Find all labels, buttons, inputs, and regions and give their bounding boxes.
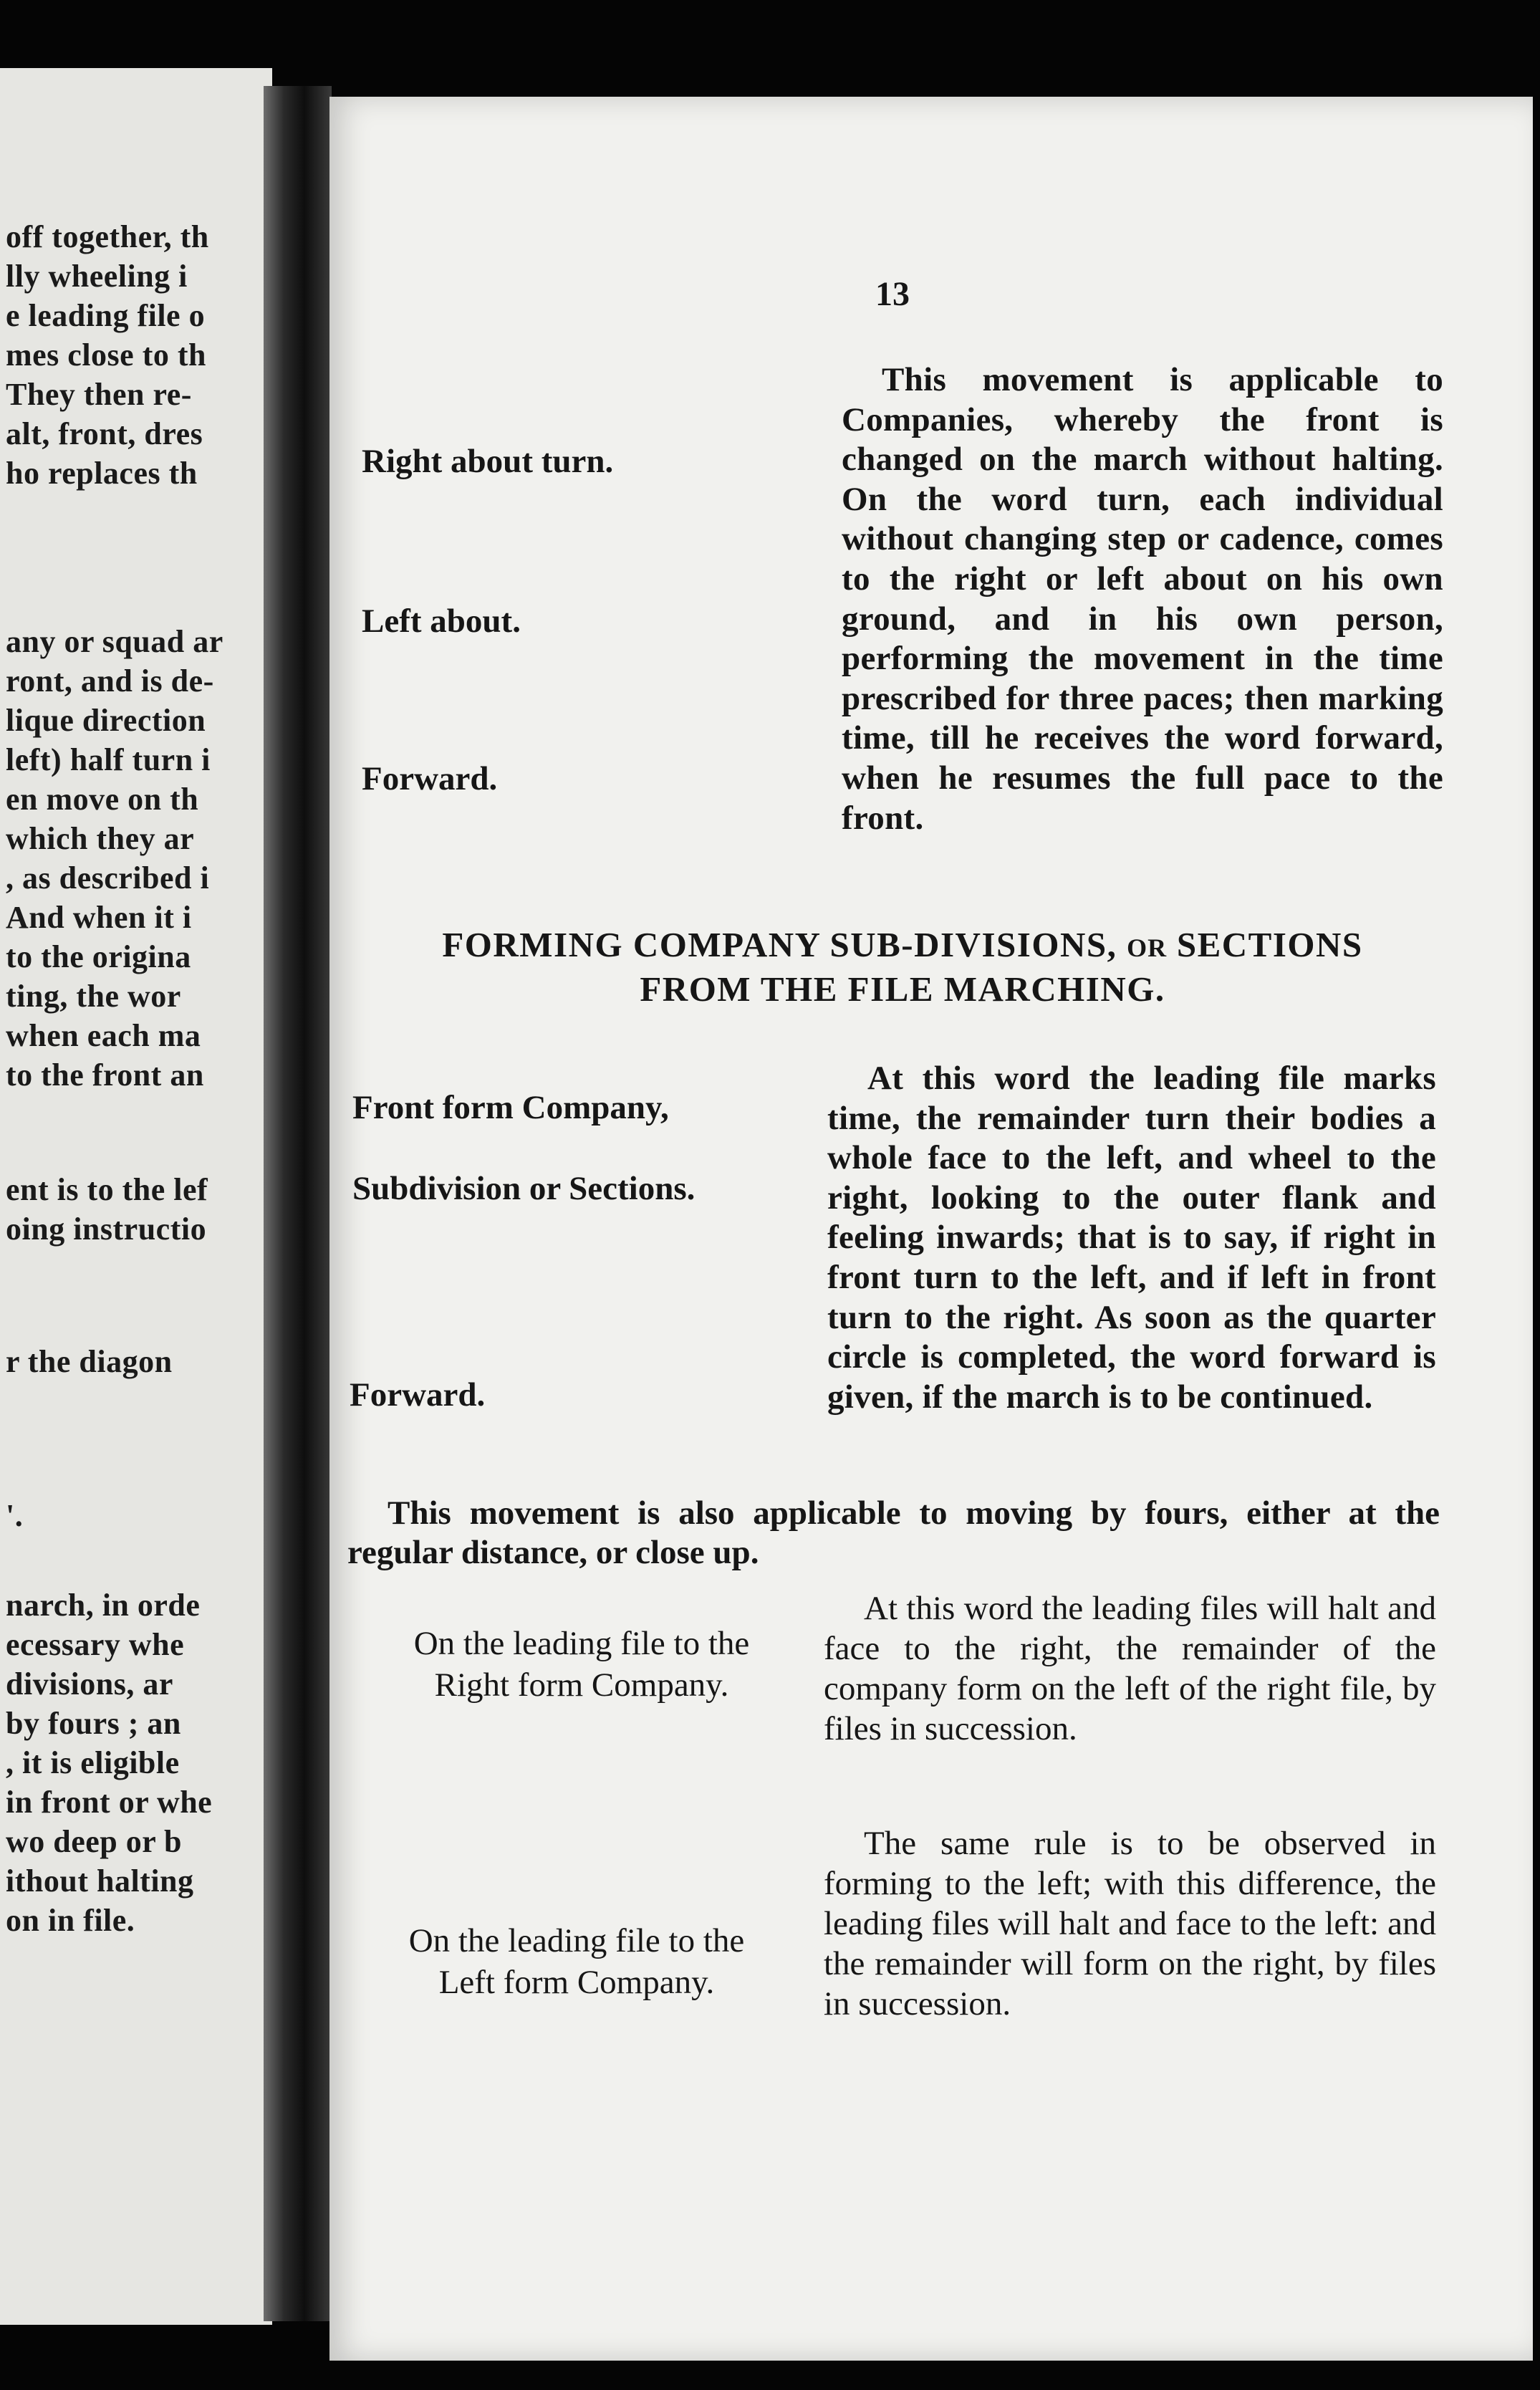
section-heading <box>355 924 1450 1010</box>
left-page-text-line: divisions, ar <box>6 1666 173 1702</box>
left-page-text-line: ithout halting <box>6 1863 194 1899</box>
left-page-text-line: , as described i <box>6 860 210 896</box>
left-page-text-line: to the origina <box>6 939 191 974</box>
heading-line-1: FORMING COMPANY SUB-DIVISIONS, OR SECTIONS <box>442 925 1363 964</box>
left-page-text-line: e leading file o <box>6 298 206 333</box>
left-page-text-line: wo deep or b <box>6 1824 182 1859</box>
left-page-text-line: which they ar <box>6 821 195 856</box>
left-page-text-line: ront, and is de- <box>6 663 214 699</box>
left-page-text-line: They then re- <box>6 377 192 412</box>
left-page-text-line: en move on th <box>6 782 199 817</box>
command-left-about: Left about. <box>362 603 521 640</box>
command-front-form-company: Front form Company, <box>352 1089 669 1126</box>
left-page-text-line: , it is eligible <box>6 1745 180 1780</box>
section2-text: At this word the leading file marks time, the remainder turn their bodies a whole face to the left, and wheel to the right, looking to the outer flank and feeling inwards; that is to say, if right in front turn to the left, and if left in front turn to the right. As soon as the quarter circle is completed, the word forward is given, if the march is to be continued. <box>827 1060 1436 1416</box>
left-page-text-line: lly wheeling i <box>6 259 188 294</box>
right-page <box>329 97 1533 2361</box>
heading-line-2: FROM THE FILE MARCHING. <box>640 969 1165 1009</box>
left-page-text-line: in front or whe <box>6 1785 213 1820</box>
left-page-text-line: left) half turn i <box>6 742 211 777</box>
left-page-text-line: mes close to th <box>6 337 206 373</box>
section3-text: At this word the leading files will halt and face to the right, the remainder of the company form on the left of the right file, by files in succession. <box>824 1590 1436 1747</box>
left-page-text-line: ho replaces th <box>6 456 198 491</box>
command-forward-2: Forward. <box>350 1376 486 1414</box>
left-page-text-line: lique direction <box>6 703 206 738</box>
left-page-text-line: ent is to the lef <box>6 1172 208 1207</box>
section4-text: The same rule is to be observed in forming to the left; with this difference, the leading files will halt and face to the left: and the remainder will form on the right, by files in succession. <box>824 1825 1436 2022</box>
page-number: 13 <box>875 275 910 313</box>
command-left-form-company: On the leading file to the Left form Company. <box>408 1922 745 2001</box>
left-page-text-line: when each ma <box>6 1018 201 1053</box>
left-page-fragment <box>0 68 272 2325</box>
command-right-form-company: On the leading file to the Right form Company. <box>413 1625 750 1704</box>
command-forward-1: Forward. <box>362 760 498 797</box>
left-page-text-line: to the front an <box>6 1057 204 1093</box>
command-subdivision-or-sections: Subdivision or Sections. <box>352 1170 696 1207</box>
left-page-text-line: '. <box>6 1498 24 1533</box>
left-page-text-line: r the diagon <box>6 1344 173 1379</box>
left-page-text-line: off together, th <box>6 219 209 254</box>
left-page-text-line: any or squad ar <box>6 624 223 659</box>
left-page-text-line: And when it i <box>6 900 192 935</box>
full-width-paragraph: This movement is also applicable to moving by fours, either at the regular distance, or close up. <box>347 1494 1440 1571</box>
left-page-text-line: ecessary whe <box>6 1627 185 1662</box>
left-page-text-line: on in file. <box>6 1903 135 1938</box>
left-page-text-line: ting, the wor <box>6 979 181 1014</box>
left-page-text-line: by fours ; an <box>6 1706 181 1741</box>
left-page-text-line: narch, in orde <box>6 1588 201 1623</box>
command-right-about-turn: Right about turn. <box>362 443 614 480</box>
left-page-text-line: alt, front, dres <box>6 416 203 451</box>
book-gutter <box>264 86 332 2321</box>
left-page-text-line: oing instructio <box>6 1211 207 1247</box>
section1-text: This movement is applicable to Companies, whereby the front is changed on the march without halting. On the word turn, each individual without changing step or cadence, comes to the right or left about on his own ground, and in his own person, performing the movement in the time prescribed for three paces; then marking time, till he receives the word forward, when he resumes the full pace to the front. <box>842 361 1443 837</box>
